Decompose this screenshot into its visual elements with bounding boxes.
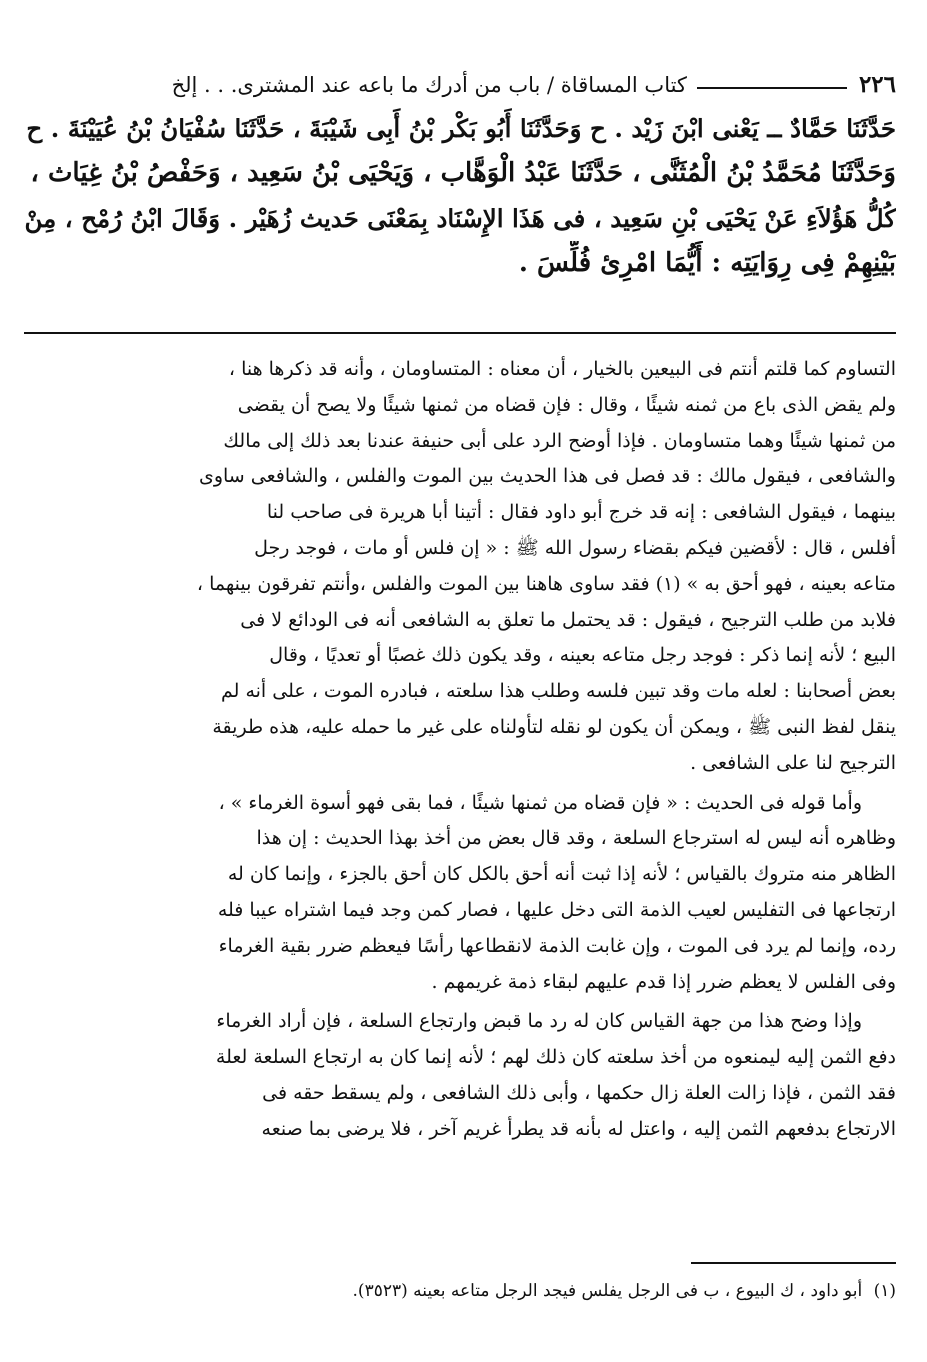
text-line: الارتجاع بدفعهم الثمن إليه ، واعتل له بأنه قد يطرأ غريم آخر ، فلا يرضى بما صنعه: [261, 1117, 896, 1140]
text-line: بعض أصحابنا : لعله مات وقد تبين فلسه وطلب هذا سلعته ، فبادره الموت ، على أنه لم: [220, 680, 896, 703]
text-line: رده، وإنما لم يرد فى الموت ، وإن غابت الذمة لانقطاعها رأسًا فيعظم ضرر بقية الغرماء: [218, 934, 896, 957]
text-line: فقد الثمن ، فإذا زالت العلة زال حكمها ، وأبى ذلك الشافعى ، ولم يسقط حقه فى: [262, 1081, 896, 1104]
hadith-line: وَحَدَّثَنَا مُحَمَّدُ بْنُ الْمُثَنَّى ، حَدَّثَنَا عَبْدُ الْوَهَّاب ، وَيَحْيَى بْنُ سَعِيد ، وَحَفْصُ بْنُ غِيَاث ،: [30, 158, 896, 188]
text-line: الترجيح لنا على الشافعى .: [690, 751, 896, 774]
footnote: [24, 1276, 896, 1306]
commentary-paragraph: [24, 1004, 896, 1147]
text-line: البيع ؛ لأنه إنما ذكر : فوجد رجل متاعه بعينه ، وقد يكون ذلك غصبًا أو تعديًا ، وقال: [269, 644, 896, 667]
header-rule: [697, 87, 847, 89]
hadith-text: [24, 106, 896, 286]
text-line: ينقل لفظ النبى ﷺ ، ويمكن أن يكون لو نقله لتأولناه على غير ما حمله عليه، هذه طريقة: [212, 715, 896, 738]
text-line: ولم يقض الذى باع من ثمنه شيئًا ، وقال : فإن قضاه من ثمنها شيئًا ولا يصح أن يقضى: [237, 393, 896, 416]
footnote-rule: [691, 1262, 896, 1264]
text-line: التساوم كما قلتم أنتم فى البيعين بالخيار ، أن معناه : المتساومان ، وأنه قد ذكرها هنا ،: [228, 358, 896, 380]
hadith-line: حَدَّثَنَا حَمَّادٌ ــ يَعْنى ابْنَ زَيْد . ح وَحَدَّثَنَا أَبُو بَكْر بْنُ أَبِى شَيْبَةَ ، حَدَّثَنَا سُفْيَانُ بْنُ عُيَيْنَةَ . ح: [26, 114, 896, 143]
page-number: ٢٢٦: [858, 71, 896, 98]
commentary-paragraph: [24, 352, 896, 782]
commentary-paragraph: [24, 786, 896, 1001]
text-line: الظاهر منه متروك بالقياس ؛ لأنه إذا ثبت أنه أحق بالكل كان أحق بالجزء ، وإنما كان له: [227, 863, 896, 886]
text-line: من ثمنها شيئًا وهما متساومان . فإذا أوضح الرد على أبى حنيفة عندنا بعد ذلك إلى مالك: [223, 429, 896, 452]
book-page: [24, 52, 896, 1332]
text-line: ارتجاعها فى التفليس لعيب الذمة التى دخل عليها ، فصار كمن وجد فيما اشتراه عيبا فله: [217, 898, 896, 921]
text-line: وإذا وضح هذا من جهة القياس كان له رد ما قبض وارتجاع السلعة ، فإن أراد الغرماء: [216, 1010, 862, 1033]
text-line: وفى الفلس لا يعظم ضرر إذا قدم عليهم لبقاء ذمة غريمهم .: [431, 970, 896, 993]
footnote-marker: (١): [873, 1281, 896, 1301]
running-title: كتاب المساقاة / باب من أدرك ما باعه عند المشترى. . . إلخ: [171, 73, 687, 97]
hadith-line: بَيْنِهِمْ فِى رِوَايَتِه : أَيُّمَا امْرِئ فُلِّسَ .: [518, 248, 896, 278]
text-line: والشافعى ، فيقول مالك : قد فصل فى هذا الحديث بين الموت والفلس ، والشافعى ساوى: [198, 465, 896, 488]
hadith-line: كُلُّ هَؤُلاَءِ عَنْ يَحْيَى بْنِ سَعِيد ، فى هَذَا الإِسْنَاد بِمَعْنَى حَديث زُهَيْر . وَقَالَ ابْنُ رُمْح ، مِنْ: [24, 204, 896, 233]
text-line: بينهما ، فيقول الشافعى : إنه قد خرج أبو داود فقال : أتينا أبا هريرة فى صاحب لنا: [266, 501, 896, 524]
text-line: وأما قوله فى الحديث : « فإن قضاه من ثمنها شيئًا ، فما بقى فهو أسوة الغرماء » ،: [218, 791, 862, 814]
text-line: فلابد من طلب الترجيح ، فيقول : قد يحتمل ما تعلق به الشافعى أنه فى الودائع لا فى: [240, 608, 896, 631]
page-header: [24, 60, 896, 100]
footnote-text: أبو داود ، ك البيوع ، ب فى الرجل يفلس فيجد الرجل متاعه بعينه (٣٥٢٣).: [352, 1281, 863, 1301]
text-line: أفلس ، قال : لأقضين فيكم بقضاء رسول الله ﷺ : « إن فلس أو مات ، فوجد رجل: [254, 536, 896, 559]
commentary: [24, 352, 896, 1148]
section-separator: [24, 332, 896, 334]
text-line: وظاهره أنه ليس له استرجاع السلعة ، وقد قال بعض من أخذ بهذا الحديث : إن هذا: [256, 827, 896, 850]
text-line: دفع الثمن إليه ليمنعوه من أخذ سلعته كان ذلك لهم ؛ لأنه إنما كان به ارتجاع السلعة لعلة: [215, 1046, 896, 1069]
text-line: متاعه بعينه ، فهو أحق به » (١) فقد ساوى هاهنا بين الموت والفلس ،وأنتم تفرقون بينهما ،: [196, 572, 896, 595]
